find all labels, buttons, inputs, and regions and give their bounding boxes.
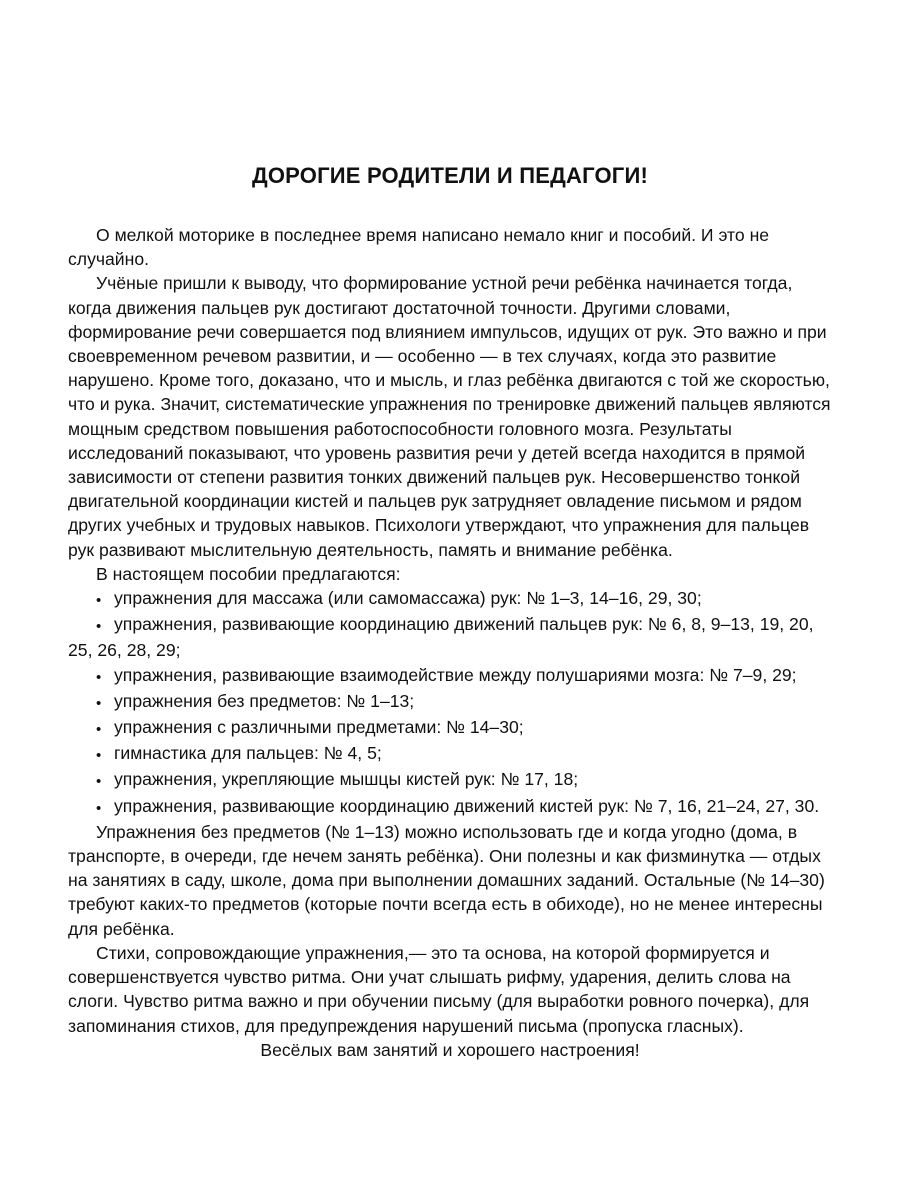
list-item xyxy=(68,586,832,612)
page xyxy=(68,163,832,1062)
list-item xyxy=(68,689,832,715)
list-item-text: упражнения, развивающие координацию движений пальцев рук: № 6, 8, 9–13, 19, 20, 25, 26, 28, 29; xyxy=(68,614,814,661)
list-item xyxy=(68,612,832,662)
exercise-list xyxy=(68,586,832,820)
list-item-text: упражнения с различными предметами: № 14–30; xyxy=(114,717,524,738)
bullet-icon: • xyxy=(96,721,102,739)
list-item-text: гимнастика для пальцев: № 4, 5; xyxy=(114,743,382,764)
closing-line: Весёлых вам занятий и хорошего настроения! xyxy=(260,1039,640,1060)
list-item xyxy=(68,715,832,741)
list-item xyxy=(68,741,832,767)
paragraph-poems: Стихи, сопровождающие упражнения,— это та основа, на которой формируется и совершенствуется чувство ритма. Они учат слышать рифму, ударения, делить слова на слоги. Чувство ритма важно и при обучении письму (для выработки ровного почерка), для запоминания стихов, для предупреждения нарушений письма (пропуска гласных). xyxy=(68,942,810,1036)
bullet-icon: • xyxy=(96,747,102,765)
list-item-text: упражнения, укрепляющие мышцы кистей рук: № 17, 18; xyxy=(114,769,579,790)
bullet-icon: • xyxy=(96,773,102,791)
bullet-icon: • xyxy=(96,618,102,636)
paragraph-no-objects: Упражнения без предметов (№ 1–13) можно использовать где и когда угодно (дома, в транспорте, в очереди, где нечем занять ребёнка). Они полезны и как физминутка — отдых на занятиях в саду, школе, дома при выполнении домашних заданий. Остальные (№ 14–30) требуют каких-то предметов (которые почти всегда есть в обиходе), но не менее интересны для ребёнка. xyxy=(68,821,825,939)
list-item xyxy=(68,794,832,820)
bullet-icon: • xyxy=(96,592,102,610)
page-title: ДОРОГИЕ РОДИТЕЛИ И ПЕДАГОГИ! xyxy=(252,163,648,188)
bullet-icon: • xyxy=(96,694,102,712)
paragraph-intro: О мелкой моторике в последнее время написано немало книг и пособий. И это не случайно. xyxy=(68,225,770,270)
body-text xyxy=(68,223,832,1062)
bullet-icon: • xyxy=(96,668,102,686)
list-item-text: упражнения без предметов: № 1–13; xyxy=(114,690,415,711)
list-item-text: упражнения, развивающие координацию движений кистей рук: № 7, 16, 21–24, 27, 30. xyxy=(114,795,820,816)
list-item-text: упражнения для массажа (или самомассажа) рук: № 1–3, 14–16, 29, 30; xyxy=(114,588,702,609)
bullet-icon: • xyxy=(96,799,102,817)
list-item-text: упражнения, развивающие взаимодействие между полушариями мозга: № 7–9, 29; xyxy=(114,664,797,685)
paragraph-research: Учёные пришли к выводу, что формирование устной речи ребёнка начинается тогда, когда движения пальцев рук достигают достаточной точности. Другими словами, формирование речи совершается под влиянием импульсов, идущих от рук. Это важно и при своевременном речевом развитии, и — особенно — в тех случаях, когда это развитие нарушено. Кроме того, доказано, что и мысль, и глаз ребёнка двигаются с той же скоростью, что и рука. Значит, систематические упражнения по тренировке движений пальцев являются мощным средством повышения работоспособности головного мозга. Результаты исследований показывают, что уровень развития речи у детей всегда находится в прямой зависимости от степени развития тонких движений пальцев рук. Несовершенство тонкой двигательной координации кистей и пальцев рук затрудняет овладение письмом и рядом других учебных и трудовых навыков. Психологи утверждают, что упражнения для пальцев рук развивают мыслительную деятельность, память и внимание ребёнка. xyxy=(68,273,831,560)
list-item xyxy=(68,663,832,689)
paragraph-list-intro: В настоящем пособии предлагаются: xyxy=(96,563,401,584)
list-item xyxy=(68,767,832,793)
